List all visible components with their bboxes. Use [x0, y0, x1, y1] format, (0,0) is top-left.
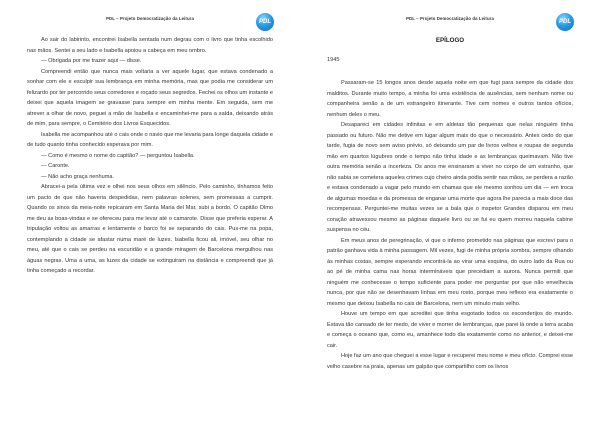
paragraph: — Como é mesmo o nome do capitão? — perguntou Isabella. [41, 152, 195, 159]
pdl-logo: PDL [256, 13, 274, 31]
pdl-logo: PDL [556, 13, 574, 31]
chapter-year: 1945 [327, 57, 340, 63]
chapter-title: EPÍLOGO [435, 37, 465, 44]
right-page-body [327, 78, 573, 372]
paragraph: Houve um tempo em que acreditei que tinha esgotado todos os esconderijos do mundo. Estava tão cansado de ter medo, de viver e morrer de lembranças, que parei lá onde a terra acaba e começa o oceano que, como eu, amanhece todo dia exatamente como no anterior, e deixei-me cair. [327, 311, 573, 349]
paragraph: Hoje faz um ano que cheguei a esse lugar e recuperei meu nome e meu ofício. Comprei esse velho casebre na praia, apenas um galpão que compartilho com os livros [327, 353, 573, 370]
paragraph: Abracei-a pela última vez e olhei nos seus olhos em silêncio. Pelo caminho, tínhamos feito um pacto de que não haveria despedidas, nem palavras solenes, sem promessas a cumprir. Quando os sinos da meia-noite repicaram em Santa Maria del Mar, subi a bordo. O capitão Olmo me deu as boas-vindas e se ofereceu para me levar até o camarote. Disse que preferia esperar. A tripulação voltou as amarras e lentamente o barco foi se separando do cais. Pus-me na popa, contemplando a cidade se afastar numa maré de luzes. Isabella ficou ali, imóvel, seu olhar no meu, até que o cais se perdeu na escuridão e a grande miragem de Barcelona mergulhou nas águas negras. Uma a uma, as luzes da cidade se extinguiram na distância e compreendi que já tinha começado a recordar. [27, 184, 273, 274]
paragraph: — Não acho graça nenhuma. [41, 173, 115, 180]
paragraph: — Obrigada por me trazer aqui — disse. [41, 58, 142, 64]
paragraph: Ao sair do labirinto, encontrei Isabella sentada num degrau com o livro que tinha escolhido nas mãos. Sentei a seu lado e Isabella apoiou a cabeça em meu ombro. [27, 37, 273, 54]
running-header: PDL – Projeto Democratização da Leitura [406, 16, 494, 21]
paragraph: Compreendi então que nunca mais voltaria a ver aquele lugar, que estava condenado a sonhar com ele e esculpir sua lembrança em minha memória, mas que podia me considerar um felizardo por ter percorrido seus corredores e roçado seus segredos. Fechei os olhos um instante e deixei que aquela imagem se gravasse para sempre em minha mente. Em seguida, sem me atrever a olhar de novo, peguei a mão de Isabella e encaminhei-me para a saída, deixando atrás de mim, para sempre, o Cemitério dos Livros Esquecidos. [27, 68, 273, 127]
paragraph: Desapareci em cidades infinitas e em aldeias tão pequenas que nelas ninguém tinha passado ou futuro. Não me detive em lugar algum mais do que o necessário. Antes cedo do que tarde, fugia de novo sem aviso prévio, só deixando um par de livros velhos e roupas de segunda mão em quartos lúgubres onde o tempo não tinha idade e as lembranças queimavam. Não tive outra memória senão a incerteza. Os anos me ensinaram a viver no corpo de um estranho, que não sabia se cometera aqueles crimes cujo cheiro ainda podia sentir nas mãos, se perdera a razão e estava condenado a vagar pelo mundo em chamas que ele mesmo sonhou um dia — em troca de algumas moedas e da promessa de enganar uma morte que agora lhe parecia a mais doce das recompensas. Perguntei-me muitas vezes se a bala que o inspetor Grandes disparou em meu coração atravessou mesmo as páginas daquele livro ou se fui eu quem morreu naquela cabine suspensa no céu. [327, 122, 573, 233]
paragraph: Passaram-se 15 longos anos desde aquela noite em que fugi para sempre da cidade dos malditos. Durante muito tempo, a minha foi uma existência de ausências, sem nenhum nome ou companheira senão a de um estrangeiro itinerante. Tive cem nomes e outros tantos ofícios, nenhum deles o meu. [327, 80, 573, 118]
right-page [300, 0, 600, 424]
paragraph: — Caronte. [41, 163, 70, 169]
running-header: PDL – Projeto Democratização da Leitura [106, 16, 194, 21]
paragraph: Em meus anos de peregrinação, vi que o inferno prometido nas páginas que escrevi para o patrão ganhava vida à minha passagem. Mil vezes, fugi de minha própria sombra, sempre olhando às minhas costas, sempre esperando encontrá-la ao virar uma esquina, do outro lado da Rua ou ao pé de minha cama nas horas intermináveis que precediam a aurora. Nunca permiti que ninguém me conhecesse o tempo suficiente para poder me perguntar por que não envelhecia nunca, por que não se desenhavam linhas em meu rosto, porque meu reflexo era exatamente o mesmo que deixou Isabella no cais de Barcelona, nem um minuto mais velho. [327, 237, 573, 307]
left-page-body [27, 35, 273, 277]
paragraph: Isabella me acompanhou até o cais onde o navio que me levaria para longe daquela cidade e de tudo quanto tinha conhecido esperava por mim. [27, 131, 273, 148]
